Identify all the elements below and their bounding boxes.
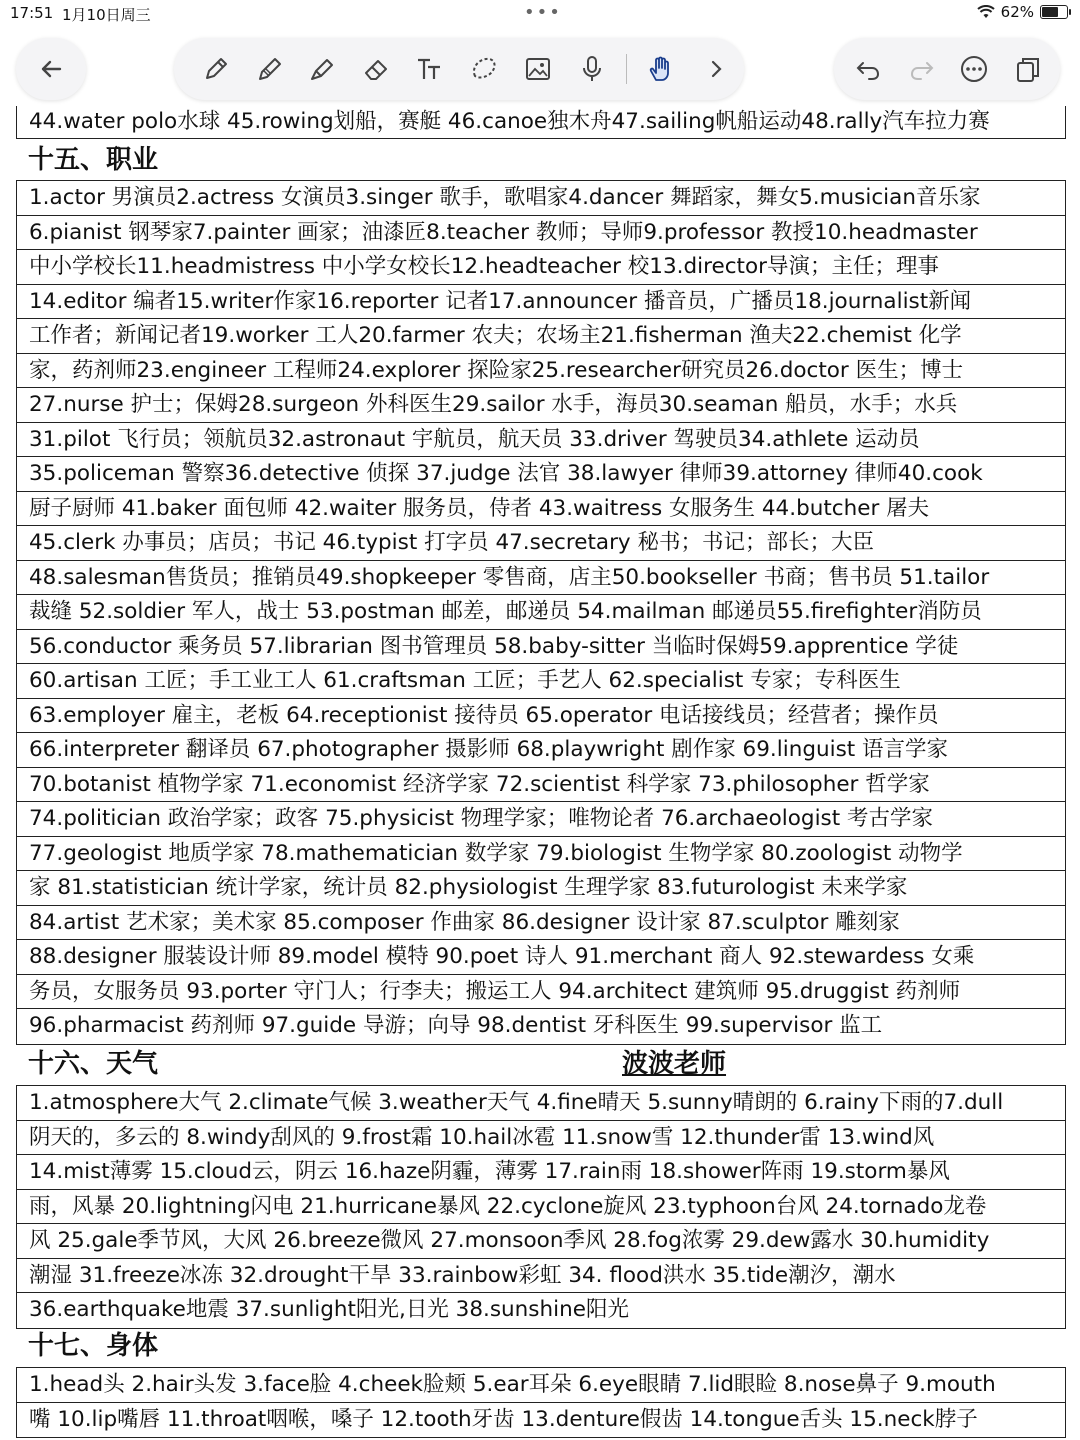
- drawing-tools: [174, 38, 744, 100]
- wifi-icon: [977, 5, 995, 19]
- table-row: 风 25.gale季节风，大风 26.breeze微风 27.monsoon季风 28.fog浓雾 29.dew露水 30.humidity: [17, 1224, 1065, 1259]
- table-row: 工作者；新闻记者19.worker 工人20.farmer 农夫；农场主21.fisherman 渔夫22.chemist 化学: [17, 319, 1065, 354]
- table-row: 84.artist 艺术家；美术家 85.composer 作曲家 86.designer 设计家 87.sculptor 雕刻家: [17, 906, 1065, 941]
- table-row: 1.head头 2.hair头发 3.face脸 4.cheek脸颊 5.ear耳朵 6.eye眼睛 7.lid眼睑 8.nose鼻子 9.mouth: [17, 1368, 1065, 1403]
- microphone-icon[interactable]: [574, 51, 610, 87]
- table-row: 66.interpreter 翻译员 67.photographer 摄影师 68.playwright 剧作家 69.linguist 语言学家: [17, 733, 1065, 768]
- pen-icon[interactable]: [198, 51, 234, 87]
- status-time: 17:51: [10, 4, 54, 22]
- weather-table: [16, 1085, 1066, 1329]
- multitasking-dots[interactable]: •••: [524, 2, 562, 23]
- teacher-signature: 波波老师: [622, 1049, 727, 1079]
- finger-draw-icon[interactable]: [642, 51, 678, 87]
- table-row: 嘴 10.lip嘴唇 11.throat咽喉，嗓子 12.tooth牙齿 13.denture假齿 14.tongue舌头 15.neck脖子: [29, 1406, 978, 1432]
- table-row: 14.mist薄雾 15.cloud云，阴云 16.haze阴霾，薄雾 17.rain雨 18.shower阵雨 19.storm暴风: [17, 1155, 1065, 1190]
- table-row: 家 81.statistician 统计学家，统计员 82.physiologist 生理学家 83.futurologist 未来学家: [17, 871, 1065, 906]
- table-row: 6.pianist 钢琴家7.painter 画家；油漆匠8.teacher 教师；导师9.professor 教授10.headmaster: [17, 216, 1065, 251]
- table-row: 77.geologist 地质学家 78.mathematician 数学家 79.biologist 生物学家 80.zoologist 动物学: [17, 837, 1065, 872]
- toolbar-separator: [626, 54, 627, 84]
- table-row: 88.designer 服装设计师 89.model 模特 90.poet 诗人 91.merchant 商人 92.stewardess 女乘: [17, 940, 1065, 975]
- table-row: 潮湿 31.freeze冰冻 32.drought干旱 33.rainbow彩虹 34. flood洪水 35.tide潮汐，潮水: [17, 1259, 1065, 1294]
- table-row: 阴天的，多云的 8.windy刮风的 9.frost霜 10.hail冰雹 11.snow雪 12.thunder雷 13.wind风: [17, 1121, 1065, 1156]
- section-title-weather: 十六、天气: [28, 1049, 159, 1079]
- table-row: 务员，女服务员 93.porter 守门人；行李夫；搬运工人 94.architect 建筑师 95.druggist 药剂师: [17, 975, 1065, 1010]
- battery-icon: [1040, 5, 1068, 19]
- eraser-icon[interactable]: [358, 51, 394, 87]
- section-title-jobs: 十五、职业: [28, 145, 159, 175]
- table-row: 31.pilot 飞行员；领航员32.astronaut 宇航员，航天员 33.driver 驾驶员34.athlete 运动员: [17, 423, 1065, 458]
- pencil-icon[interactable]: [252, 51, 288, 87]
- image-icon[interactable]: [520, 51, 556, 87]
- jobs-table: [16, 180, 1066, 1045]
- table-row: 56.conductor 乘务员 57.librarian 图书管理员 58.baby-sitter 当临时保姆59.apprentice 学徒: [17, 630, 1065, 665]
- table-row: 1.atmosphere大气 2.climate气候 3.weather天气 4.fine晴天 5.sunny晴朗的 6.rainy下雨的7.dull: [17, 1086, 1065, 1121]
- more-icon[interactable]: [956, 51, 992, 87]
- table-row: 35.policeman 警察36.detective 侦探 37.judge 法官 38.lawyer 律师39.attorney 律师40.cook: [17, 457, 1065, 492]
- back-pill: [16, 38, 86, 100]
- lasso-icon[interactable]: [466, 51, 502, 87]
- table-row: 厨子厨师 41.baker 面包师 42.waiter 服务员，侍者 43.waitress 女服务生 44.butcher 屠夫: [17, 492, 1065, 527]
- table-row: 63.employer 雇主，老板 64.receptionist 接待员 65.operator 电话接线员；经营者；操作员: [17, 699, 1065, 734]
- status-date: 1月10日周三: [62, 6, 151, 24]
- sports-table: [16, 106, 1066, 139]
- table-row: 雨，风暴 20.lightning闪电 21.hurricane暴风 22.cyclone旋风 23.typhoon台风 24.tornado龙卷: [17, 1190, 1065, 1225]
- body-table: [16, 1367, 1066, 1438]
- edit-actions: [834, 38, 1060, 100]
- table-row: 48.salesman售货员；推销员49.shopkeeper 零售商，店主50.bookseller 书商；售书员 51.tailor: [17, 561, 1065, 596]
- undo-icon[interactable]: [850, 51, 886, 87]
- pages-icon[interactable]: [1010, 51, 1046, 87]
- battery-percent: 62%: [1000, 3, 1034, 21]
- status-bar: [0, 0, 1080, 28]
- status-right: [977, 3, 1068, 21]
- text-icon[interactable]: [412, 51, 448, 87]
- table-row: 中小学校长11.headmistress 中小学女校长12.headteacher 校13.director导演；主任；理事: [17, 250, 1065, 285]
- table-row: 家，药剂师23.engineer 工程师24.explorer 探险家25.researcher研究员26.doctor 医生；博士: [17, 354, 1065, 389]
- table-row: 45.clerk 办事员；店员；书记 46.typist 打字员 47.secretary 秘书；书记；部长；大臣: [17, 526, 1065, 561]
- marker-icon[interactable]: [304, 51, 340, 87]
- table-row: 60.artisan 工匠；手工业工人 61.craftsman 工匠；手艺人 62.specialist 专家；专科医生: [17, 664, 1065, 699]
- table-row: 27.nurse 护士；保姆28.surgeon 外科医生29.sailor 水手，海员30.seaman 船员，水手；水兵: [17, 388, 1065, 423]
- table-row: 96.pharmacist 药剂师 97.guide 导游；向导 98.dentist 牙科医生 99.supervisor 监工: [29, 1013, 883, 1038]
- table-row: 70.botanist 植物学家 71.economist 经济学家 72.scientist 科学家 73.philosopher 哲学家: [17, 768, 1065, 803]
- chevron-right-icon[interactable]: [698, 51, 734, 87]
- table-row: 44.water polo水球 45.rowing划船，赛艇 46.canoe独木舟47.sailing帆船运动48.rally汽车拉力赛: [29, 109, 990, 134]
- table-row: 1.actor 男演员2.actress 女演员3.singer 歌手，歌唱家4.dancer 舞蹈家，舞女5.musician音乐家: [17, 181, 1065, 216]
- redo-icon[interactable]: [904, 51, 940, 87]
- section-title-body: 十七、身体: [28, 1331, 159, 1361]
- table-row: 14.editor 编者15.writer作家16.reporter 记者17.announcer 播音员，广播员18.journalist新闻: [17, 285, 1065, 320]
- table-row: 裁缝 52.soldier 军人，战士 53.postman 邮差，邮递员 54.mailman 邮递员55.firefighter消防员: [17, 595, 1065, 630]
- table-row: 74.politician 政治学家；政客 75.physicist 物理学家；唯物论者 76.archaeologist 考古学家: [17, 802, 1065, 837]
- table-row: 36.earthquake地震 37.sunlight阳光,日光 38.sunshine阳光: [29, 1297, 629, 1322]
- back-icon[interactable]: [33, 51, 69, 87]
